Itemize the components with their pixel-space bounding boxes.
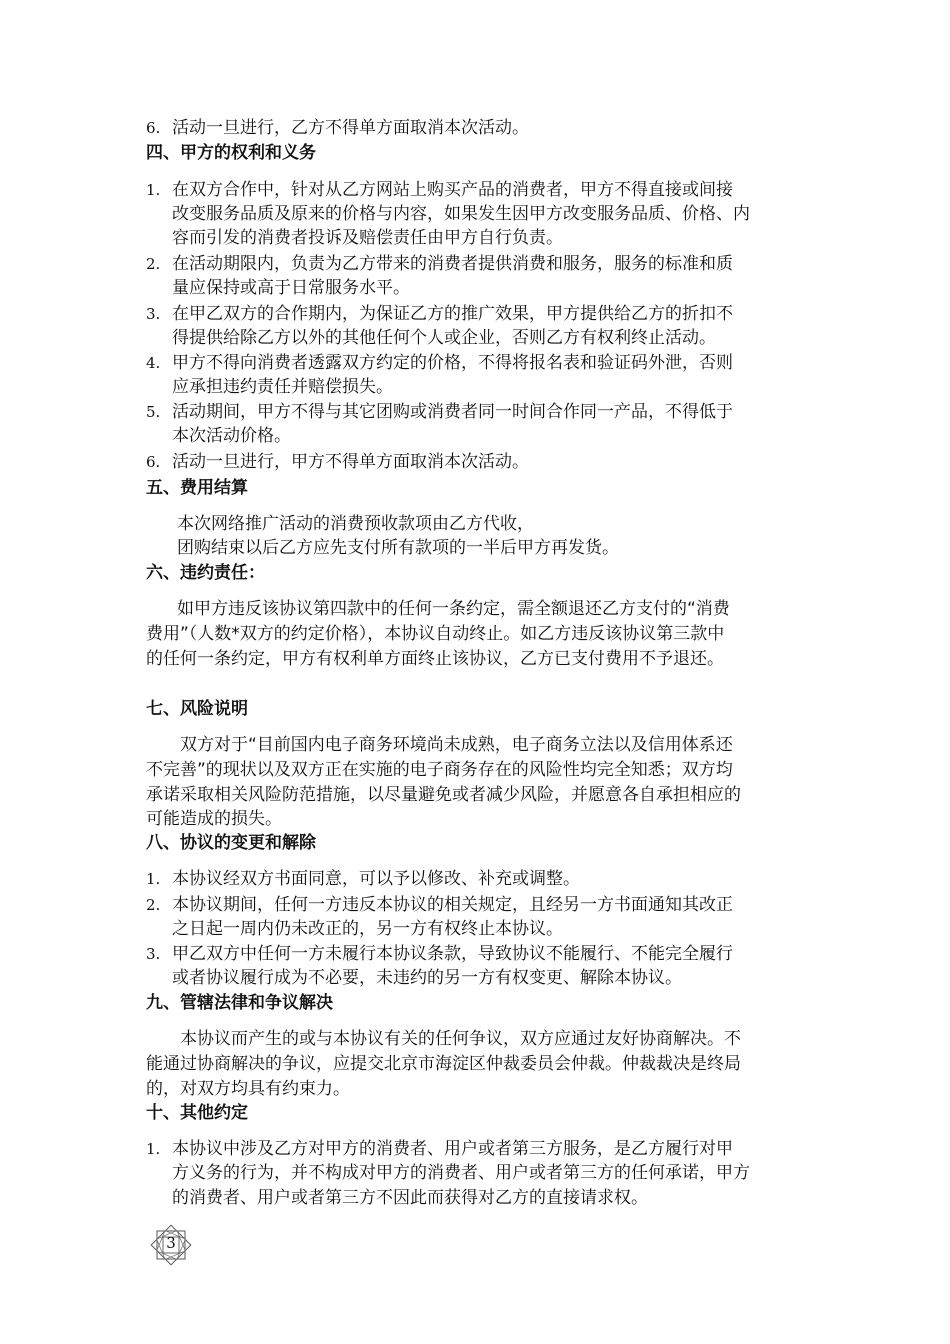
paragraph-line: 团购结束以后乙方应先支付所有款项的一半后甲方再发货。 — [177, 538, 619, 558]
paragraph-line: 本次网络推广活动的消费预收款项由乙方代收， — [177, 514, 534, 534]
list-item-continued: 量应保持或高于日常服务水平。 — [172, 278, 410, 298]
list-item-continued: 或者协议履行成为不必要，未违约的另一方有权变更、解除本协议。 — [172, 968, 682, 988]
list-item: 5. 活动期间，甲方不得与其它团购或消费者同一时间合作同一产品，不得低于 — [146, 402, 733, 422]
list-item: 6. 活动一旦进行，乙方不得单方面取消本次活动。 — [146, 118, 529, 138]
paragraph-line: 如甲方违反该协议第四款中的任何一条约定，需全额退还乙方支付的“消费 — [177, 599, 730, 619]
list-item: 1. 在双方合作中，针对从乙方网站上购买产品的消费者，甲方不得直接或间接 — [146, 180, 733, 200]
list-item: 2. 本协议期间，任何一方违反本协议的相关规定，且经另一方书面通知其改正 — [146, 895, 733, 915]
list-item-continued: 得提供给除乙方以外的其他任何个人或企业，否则乙方有权利终止活动。 — [172, 328, 716, 348]
list-item: 3. 甲乙双方中任何一方未履行本协议条款，导致协议不能履行、不能完全履行 — [146, 944, 733, 964]
paragraph-line: 承诺采取相关风险防范措施，以尽量避免或者减少风险，并愿意各自承担相应的 — [146, 785, 741, 805]
list-item-continued: 容而引发的消费者投诉及赔偿责任由甲方自行负责。 — [172, 228, 563, 248]
list-item: 4. 甲方不得向消费者透露双方约定的价格，不得将报名表和验证码外泄，否则 — [146, 353, 733, 373]
list-item: 3. 在甲乙双方的合作期内，为保证乙方的推广效果，甲方提供给乙方的折扣不 — [146, 304, 733, 324]
list-item: 1. 本协议经双方书面同意，可以予以修改、补充或调整。 — [146, 869, 580, 889]
list-item: 2. 在活动期限内，负责为乙方带来的消费者提供消费和服务，服务的标准和质 — [146, 254, 733, 274]
paragraph-line: 不完善”的现状以及双方正在实施的电子商务存在的风险性均完全知悉；双方均 — [146, 760, 733, 780]
section-heading-6: 六、违约责任： — [146, 563, 265, 583]
section-heading-8: 八、协议的变更和解除 — [146, 833, 316, 853]
section-heading-4: 四、甲方的权利和义务 — [146, 143, 316, 163]
paragraph-line: 可能造成的损失。 — [146, 809, 282, 829]
paragraph-line: 本协议而产生的或与本协议有关的任何争议，双方应通过友好协商解决。不 — [180, 1029, 741, 1049]
paragraph-line: 费用”（人数*双方的约定价格），本协议自动终止。如乙方违反该协议第三款中 — [146, 624, 725, 644]
section-heading-7: 七、风险说明 — [146, 699, 248, 719]
section-heading-9: 九、管辖法律和争议解决 — [146, 993, 333, 1013]
paragraph-line: 双方对于“目前国内电子商务环境尚未成熟，电子商务立法以及信用体系还 — [180, 735, 733, 755]
list-item-continued: 本次活动价格。 — [172, 426, 291, 446]
list-item-continued: 方义务的行为，并不构成对甲方的消费者、用户或者第三方的任何承诺，甲方 — [172, 1163, 750, 1183]
section-heading-10: 十、其他约定 — [146, 1103, 248, 1123]
list-item: 1. 本协议中涉及乙方对甲方的消费者、用户或者第三方服务，是乙方履行对甲 — [146, 1139, 733, 1159]
page-number — [147, 1222, 195, 1268]
list-item-continued: 应承担违约责任并赔偿损失。 — [172, 377, 393, 397]
list-item-continued: 之日起一周内仍未改正的，另一方有权终止本协议。 — [172, 919, 563, 939]
paragraph-line: 的，对双方均具有约束力。 — [146, 1079, 350, 1099]
list-item-continued: 的消费者、用户或者第三方不因此而获得对乙方的直接请求权。 — [172, 1188, 648, 1208]
page-number-label: 3 — [166, 1234, 176, 1252]
paragraph-line: 的任何一条约定，甲方有权利单方面终止该协议，乙方已支付费用不予退还。 — [146, 649, 724, 669]
list-item-continued: 改变服务品质及原来的价格与内容，如果发生因甲方改变服务品质、价格、内 — [172, 204, 750, 224]
list-item: 6. 活动一旦进行，甲方不得单方面取消本次活动。 — [146, 452, 529, 472]
section-heading-5: 五、费用结算 — [146, 478, 248, 498]
paragraph-line: 能通过协商解决的争议，应提交北京市海淀区仲裁委员会仲裁。仲裁裁决是终局 — [146, 1054, 741, 1074]
